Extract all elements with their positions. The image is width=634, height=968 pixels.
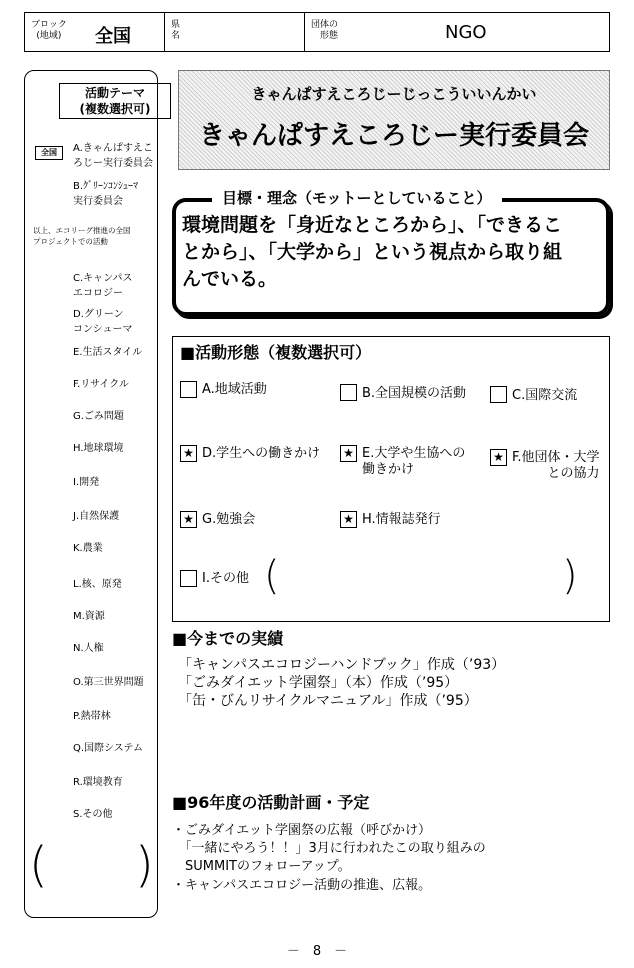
theme-item: M.資源 — [73, 611, 105, 622]
option-label-f: F.他団体・大学 との協力 — [512, 450, 600, 481]
theme-item: I.開発 — [73, 477, 100, 488]
option-checkbox-c[interactable] — [490, 386, 507, 403]
option-checkbox-a[interactable] — [180, 381, 197, 398]
option-checkbox-f[interactable]: ★ — [490, 449, 507, 466]
block-cell — [25, 13, 165, 51]
org-type-label: 団体の 形態 — [311, 20, 339, 41]
org-name-reading: きゃんぱすえころじーじっこういいんかい — [251, 85, 537, 103]
theme-item: L.核、原発 — [73, 579, 122, 590]
theme-item: S.その他 — [73, 809, 113, 820]
mission-text — [182, 212, 602, 293]
org-name: きゃんぱすえころじー実行委員会 — [198, 121, 589, 151]
achievement-item: 「キャンパスエコロジーハンドブック」作成（’93） — [178, 657, 506, 673]
org-type-cell — [305, 13, 609, 51]
theme-item: D.グリーン コンシューマ — [73, 309, 133, 335]
option-label-e: E.大学や生協への 働きかけ — [362, 446, 466, 477]
theme-note: 以上、エコリーグ推進の全国 プロジェクトでの活動 — [33, 226, 131, 246]
option-checkbox-b[interactable] — [340, 384, 357, 401]
block-value: 全国 — [95, 26, 131, 47]
achievements-title: ■今までの実績 — [172, 629, 284, 648]
page-number: － 8 － — [286, 944, 348, 959]
theme-item: R.環境教育 — [73, 777, 123, 788]
option-label-i: I.その他 — [202, 571, 249, 586]
achievement-item: 「缶・びんリサイクルマニュアル」作成（’95） — [178, 693, 478, 709]
plan-item: 「一緒にやろう！！」3月に行われたこの取り組みの — [172, 841, 486, 856]
header-table — [24, 12, 610, 52]
theme-sidebar — [24, 70, 158, 918]
mission-line: んでいる。 — [182, 268, 278, 290]
other-close-paren: ) — [135, 837, 154, 893]
theme-item: K.農業 — [73, 543, 103, 554]
mission-line: 環境問題を「身近なところから」、「できるこ — [182, 214, 563, 236]
org-type-value: NGO — [445, 22, 487, 43]
option-checkbox-g[interactable]: ★ — [180, 511, 197, 528]
theme-item: C.キャンパス エコロジー — [73, 273, 133, 299]
option-checkbox-e[interactable]: ★ — [340, 445, 357, 462]
option-checkbox-i[interactable] — [180, 570, 197, 587]
theme-item: J.自然保護 — [73, 511, 120, 522]
mission-label: 目標・理念（モットーとしていること） — [212, 187, 502, 208]
other-form-open-paren: ( — [264, 553, 280, 599]
option-checkbox-d[interactable]: ★ — [180, 445, 197, 462]
plan-item: ・キャンパスエコロジー活動の推進、広報。 — [172, 878, 432, 893]
option-checkbox-h[interactable]: ★ — [340, 511, 357, 528]
option-label-c: C.国際交流 — [512, 388, 578, 403]
theme-subtitle: (複数選択可) — [79, 102, 151, 116]
theme-title-box — [59, 83, 171, 119]
theme-title: 活動テーマ — [84, 86, 145, 100]
theme-item: B.ｸﾞﾘｰﾝｺﾝｼｭｰﾏ 実行委員会 — [73, 181, 139, 207]
theme-item: O.第三世界問題 — [73, 677, 144, 688]
theme-item: Q.国際システム — [73, 743, 144, 754]
option-label-a: A.地域活動 — [202, 382, 267, 397]
theme-item: A.きゃんぱすえこ ろじー実行委員会 — [73, 143, 153, 169]
plans-title: ■96年度の活動計画・予定 — [172, 793, 370, 812]
option-label-g: G.勉強会 — [202, 512, 256, 527]
mission-line: とから」、「大学から」という視点から取り組 — [182, 241, 563, 263]
other-open-paren: ( — [29, 837, 48, 893]
title-banner — [178, 70, 610, 170]
prefecture-label: 県 名 — [171, 20, 181, 41]
theme-item: F.リサイクル — [73, 379, 129, 390]
option-label-h: H.情報誌発行 — [362, 512, 441, 527]
other-form-close-paren: ) — [562, 553, 578, 599]
block-label: ブロック (地域) — [31, 20, 67, 41]
activity-forms-title: ■活動形態（複数選択可） — [180, 343, 372, 362]
nationwide-icon: 全国 — [35, 146, 63, 160]
plan-item: SUMMITのフォローアップ。 — [172, 859, 351, 874]
prefecture-cell — [165, 13, 305, 51]
plan-item: ・ごみダイエット学園祭の広報（呼びかけ） — [172, 823, 431, 838]
theme-item: G.ごみ問題 — [73, 411, 124, 422]
achievement-item: 「ごみダイエット学園祭」（本）作成（’95） — [178, 675, 459, 691]
theme-item: P.熱帯林 — [73, 711, 111, 722]
theme-item: H.地球環境 — [73, 443, 124, 454]
option-label-b: B.全国規模の活動 — [362, 386, 467, 401]
theme-item: N.人権 — [73, 643, 104, 654]
theme-item: E.生活スタイル — [73, 347, 143, 358]
option-label-d: D.学生への働きかけ — [202, 446, 321, 461]
